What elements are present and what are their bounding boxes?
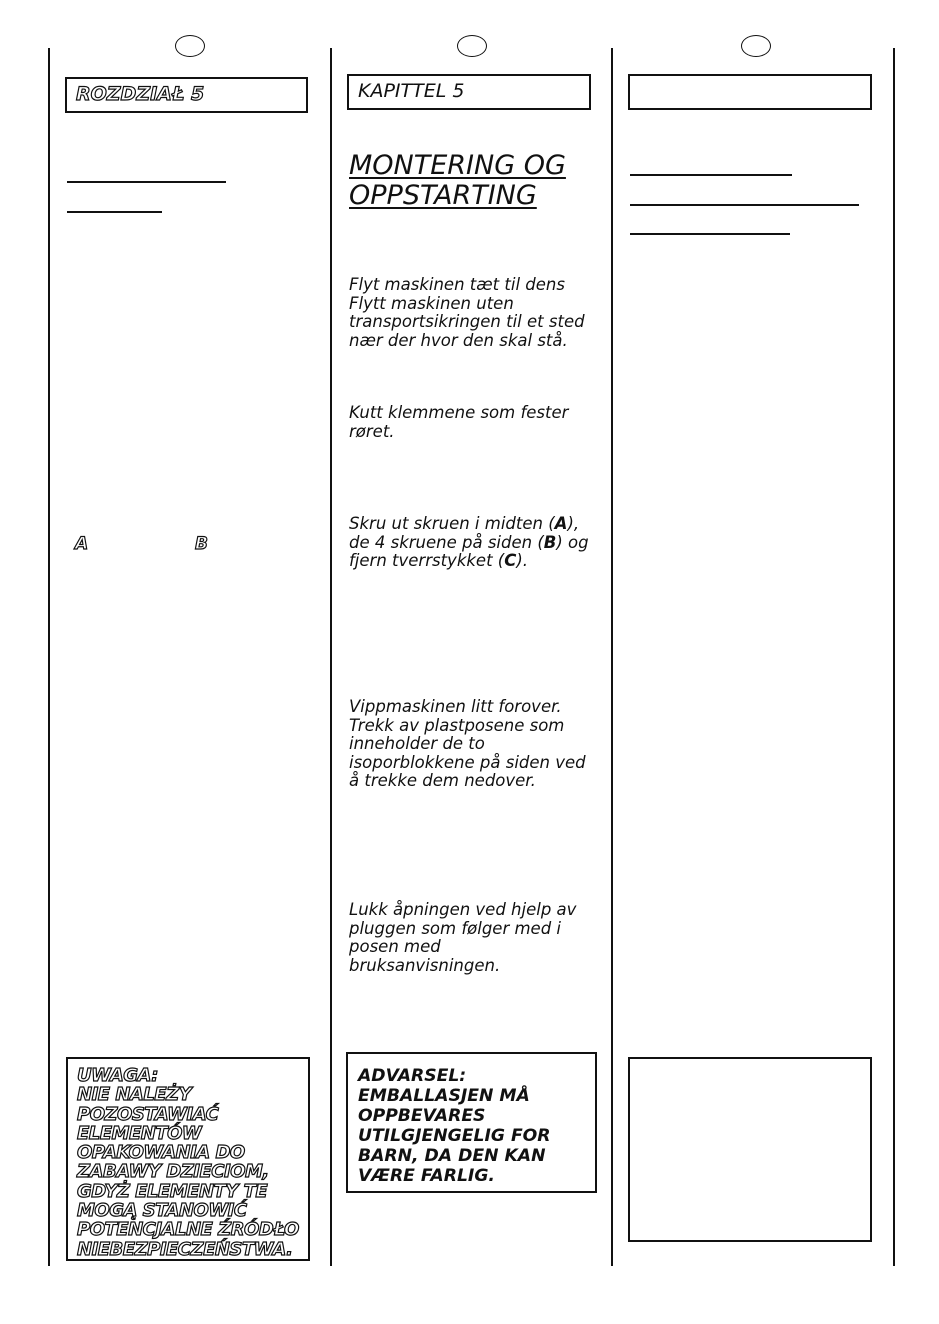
text-line: pluggen som følger med i	[349, 918, 561, 938]
title-underline	[67, 181, 226, 183]
title-underline	[67, 211, 162, 213]
text-line: Trekk av plastposene som	[349, 715, 565, 735]
warning-text-polish	[77, 1066, 299, 1259]
label-a: A	[75, 534, 89, 554]
text-line: EMBALLASJEN MÅ	[358, 1086, 530, 1106]
warning-box-polish	[66, 1057, 310, 1261]
section-title-line: OPPSTARTING	[349, 180, 537, 211]
chapter-header-polish	[65, 77, 308, 113]
text-line: å trekke dem nedover.	[349, 771, 536, 790]
instruction-move-machine	[349, 276, 611, 350]
section-title	[349, 151, 566, 211]
instruction-tilt-machine	[349, 698, 611, 791]
section-title-line: MONTERING OG	[349, 150, 566, 181]
column-divider-right	[893, 48, 895, 1266]
text-line: ) og	[556, 532, 589, 552]
text-line: de 4 skruene på siden (	[349, 532, 544, 552]
text-line: Lukk åpningen ved hjelp av	[349, 900, 577, 919]
column-divider-left	[48, 48, 50, 1266]
text-line: POZOSTAWIAĆ	[77, 1103, 219, 1125]
text-line: nær der hvor den skal stå.	[349, 330, 568, 350]
text-line: NIE NALEŻY	[77, 1084, 192, 1106]
instruction-cut-clamps	[349, 404, 611, 441]
text-line: MOGĄ STANOWIĆ	[77, 1200, 247, 1222]
text-line: ).	[516, 551, 529, 570]
warning-box-third	[628, 1057, 872, 1242]
text-line: UWAGA:	[77, 1065, 158, 1086]
text-line: posen med	[349, 937, 441, 956]
title-underline	[630, 174, 792, 176]
text-line: isoporblokkene på siden ved	[349, 752, 586, 772]
text-line: BARN, DA DEN KAN	[358, 1146, 546, 1166]
text-line: Vippmaskinen litt forover.	[349, 697, 562, 716]
title-underline	[630, 233, 790, 235]
text-line: OPAKOWANIA DO	[77, 1142, 245, 1164]
text-line: bruksanvisningen.	[349, 955, 501, 975]
title-underline	[630, 204, 859, 206]
text-line: VÆRE FARLIG.	[358, 1166, 495, 1186]
text-line: UTILGJENGELIG FOR	[358, 1126, 551, 1146]
text-line: ADVARSEL:	[358, 1066, 467, 1086]
chapter-header-norwegian	[347, 74, 591, 110]
text-line: transportsikringen til et sted	[349, 312, 585, 331]
text-line: Kutt klemmene som fester	[349, 403, 569, 422]
instruction-remove-screws	[349, 515, 611, 571]
warning-box-norwegian	[346, 1052, 597, 1193]
label-b: B	[195, 534, 208, 554]
text-line: GDYŻ ELEMENTY TE	[77, 1180, 268, 1202]
text-line: Flytt maskinen uten	[349, 293, 514, 313]
text-line: inneholder de to	[349, 734, 485, 753]
label-a: A	[554, 514, 568, 533]
chapter-header-third	[628, 74, 872, 110]
text-line: fjern tverrstykket (	[349, 551, 505, 570]
text-line: NIEBEZPIECZEŃSTWA.	[77, 1238, 293, 1260]
text-line: røret.	[349, 421, 395, 441]
label-c: C	[504, 551, 517, 570]
text-line: ZABAWY DZIECIOM,	[77, 1161, 269, 1183]
column-divider-2	[611, 48, 613, 1266]
text-line: ELEMENTÓW	[77, 1122, 202, 1144]
language-badge-norwegian	[457, 35, 487, 57]
label-b: B	[543, 532, 557, 552]
column-divider-1	[330, 48, 332, 1266]
warning-text-norwegian	[358, 1066, 551, 1186]
instruction-close-opening	[349, 901, 611, 975]
chapter-header-polish-text: ROZDZIAŁ 5	[76, 83, 205, 105]
text-line: ),	[567, 514, 580, 533]
language-badge-third	[741, 35, 771, 57]
text-line: Flyt maskinen tæt til dens	[349, 275, 565, 294]
chapter-header-norwegian-text: KAPITTEL 5	[358, 80, 465, 102]
text-line: OPPBEVARES	[358, 1106, 486, 1126]
language-badge-polish	[175, 35, 205, 57]
text-line: Skru ut skruen i midten (	[349, 514, 555, 533]
text-line: POTENCJALNE ŹRÓDŁO	[77, 1219, 299, 1241]
